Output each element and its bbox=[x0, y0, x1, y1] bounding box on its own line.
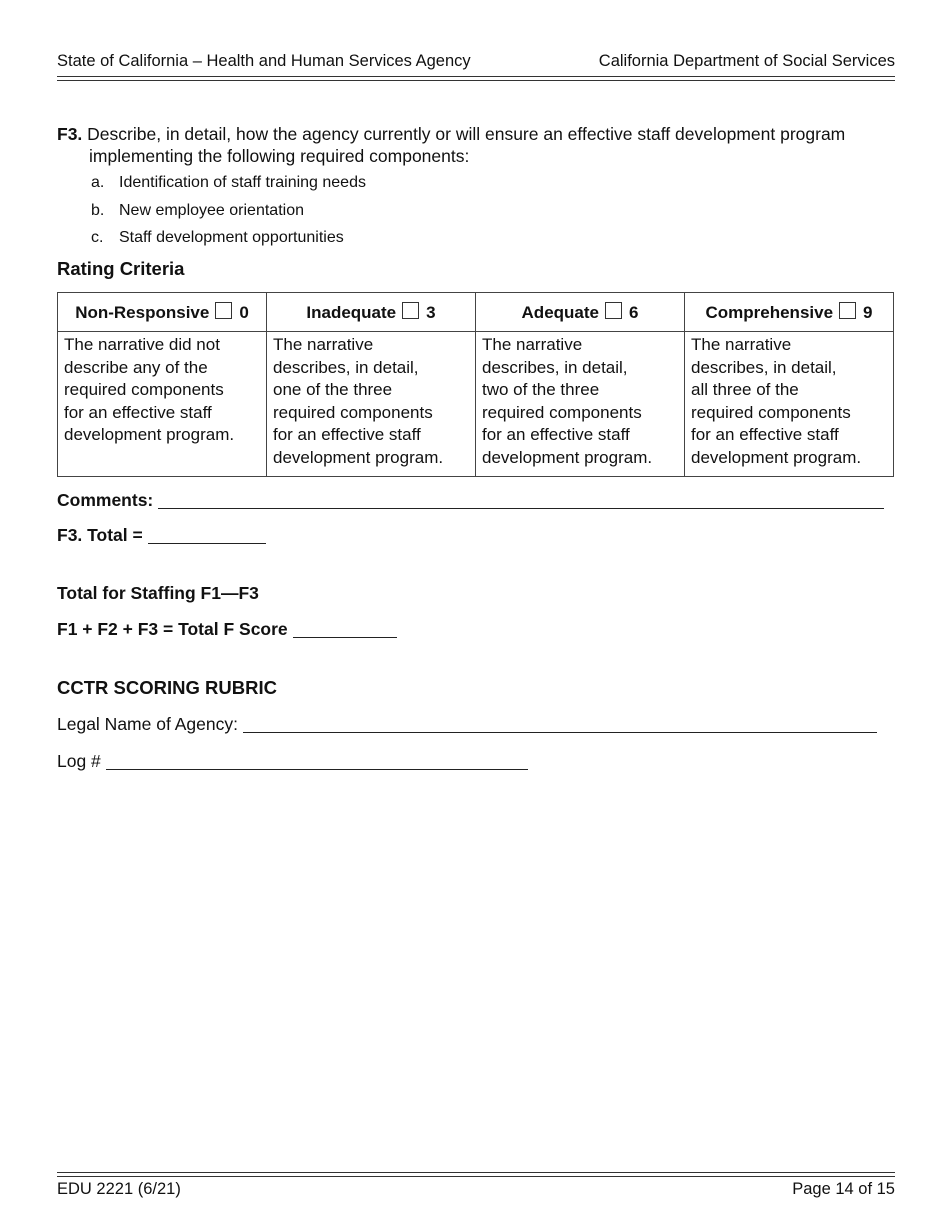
rating-desc-comprehensive bbox=[685, 332, 894, 477]
header-agency: State of California – Health and Human Services Agency bbox=[57, 52, 471, 70]
desc-line: The narrative bbox=[482, 335, 583, 354]
desc-line: required components bbox=[482, 402, 642, 422]
legal-name-row bbox=[57, 714, 877, 735]
desc-line: describe any of the bbox=[64, 357, 208, 377]
list-item-letter: c. bbox=[91, 229, 104, 246]
question-number: F3. bbox=[57, 124, 83, 144]
rating-checkbox-comprehensive[interactable] bbox=[839, 302, 856, 319]
list-item-text: New employee orientation bbox=[119, 202, 304, 219]
desc-line: required components bbox=[691, 402, 851, 422]
rating-label: Comprehensive bbox=[705, 302, 834, 322]
rating-label: Inadequate bbox=[306, 302, 397, 322]
comments-field[interactable] bbox=[158, 491, 884, 509]
footer-rule-bottom bbox=[57, 1176, 895, 1177]
desc-line: all three of the bbox=[691, 380, 799, 400]
comments-row bbox=[57, 490, 884, 511]
desc-line: describes, in detail, bbox=[691, 357, 837, 377]
rating-checkbox-non-responsive[interactable] bbox=[215, 302, 232, 319]
rating-header-inadequate bbox=[267, 293, 476, 332]
desc-line: required components bbox=[64, 380, 224, 400]
list-item-text: Identification of staff training needs bbox=[119, 174, 366, 191]
desc-line: development program. bbox=[64, 425, 235, 445]
header-rule-top bbox=[57, 76, 895, 77]
rating-table bbox=[57, 292, 894, 477]
log-field[interactable] bbox=[106, 752, 528, 770]
desc-line: for an effective staff bbox=[273, 425, 421, 445]
list-item-letter: b. bbox=[91, 202, 105, 219]
rating-score: 0 bbox=[239, 302, 249, 322]
desc-line: for an effective staff bbox=[482, 425, 630, 445]
list-item bbox=[91, 229, 344, 247]
rating-header-adequate bbox=[476, 293, 685, 332]
comments-label: Comments: bbox=[57, 490, 154, 510]
rating-score: 9 bbox=[863, 302, 873, 322]
desc-line: describes, in detail, bbox=[482, 357, 628, 377]
rating-score: 3 bbox=[426, 302, 436, 322]
list-item bbox=[91, 202, 304, 220]
page-footer bbox=[57, 1180, 895, 1199]
rubric-heading: CCTR SCORING RUBRIC bbox=[57, 677, 277, 698]
rating-checkbox-adequate[interactable] bbox=[605, 302, 622, 319]
desc-line: required components bbox=[273, 402, 433, 422]
desc-line: The narrative bbox=[273, 335, 374, 354]
desc-line: for an effective staff bbox=[64, 402, 212, 422]
rating-desc-adequate bbox=[476, 332, 685, 477]
desc-line: development program. bbox=[482, 447, 653, 467]
desc-line: for an effective staff bbox=[691, 425, 839, 445]
rating-desc-non-responsive bbox=[58, 332, 267, 477]
desc-line: describes, in detail, bbox=[273, 357, 419, 377]
footer-rule-top bbox=[57, 1172, 895, 1173]
desc-line: The narrative did not bbox=[64, 335, 220, 354]
rating-criteria-heading: Rating Criteria bbox=[57, 258, 185, 279]
header-rule-bottom bbox=[57, 80, 895, 81]
rating-header-comprehensive bbox=[685, 293, 894, 332]
desc-line: The narrative bbox=[691, 335, 792, 354]
footer-form-id: EDU 2221 (6/21) bbox=[57, 1180, 181, 1198]
log-label: Log # bbox=[57, 751, 101, 771]
list-item bbox=[91, 174, 366, 192]
legal-name-label: Legal Name of Agency: bbox=[57, 714, 238, 734]
desc-line: one of the three bbox=[273, 380, 393, 400]
rating-header-non-responsive bbox=[58, 293, 267, 332]
list-item-letter: a. bbox=[91, 174, 105, 191]
legal-name-field[interactable] bbox=[243, 715, 877, 733]
list-item-text: Staff development opportunities bbox=[119, 229, 344, 246]
rating-score: 6 bbox=[629, 302, 639, 322]
f3-total-label: F3. Total = bbox=[57, 525, 143, 545]
rating-desc-inadequate bbox=[267, 332, 476, 477]
log-row bbox=[57, 751, 528, 772]
desc-line: development program. bbox=[691, 447, 862, 467]
rating-checkbox-inadequate[interactable] bbox=[402, 302, 419, 319]
rating-label: Non-Responsive bbox=[75, 302, 210, 322]
question-text-line2: implementing the following required components: bbox=[89, 146, 470, 166]
desc-line: development program. bbox=[273, 447, 444, 467]
question-text-line1: Describe, in detail, how the agency currently or will ensure an effective staff development program bbox=[87, 124, 846, 144]
f3-total-row bbox=[57, 525, 266, 546]
total-f-score-label: F1 + F2 + F3 = Total F Score bbox=[57, 619, 288, 639]
page-header bbox=[57, 52, 895, 71]
f3-total-field[interactable] bbox=[148, 526, 266, 544]
desc-line: two of the three bbox=[482, 380, 600, 400]
footer-page-number: Page 14 of 15 bbox=[792, 1180, 895, 1198]
total-f-score-row bbox=[57, 619, 397, 640]
staffing-total-heading: Total for Staffing F1—F3 bbox=[57, 583, 259, 603]
rating-label: Adequate bbox=[521, 302, 599, 322]
total-f-score-field[interactable] bbox=[293, 620, 397, 638]
question-f3 bbox=[57, 123, 902, 167]
header-department: California Department of Social Services bbox=[598, 52, 895, 70]
